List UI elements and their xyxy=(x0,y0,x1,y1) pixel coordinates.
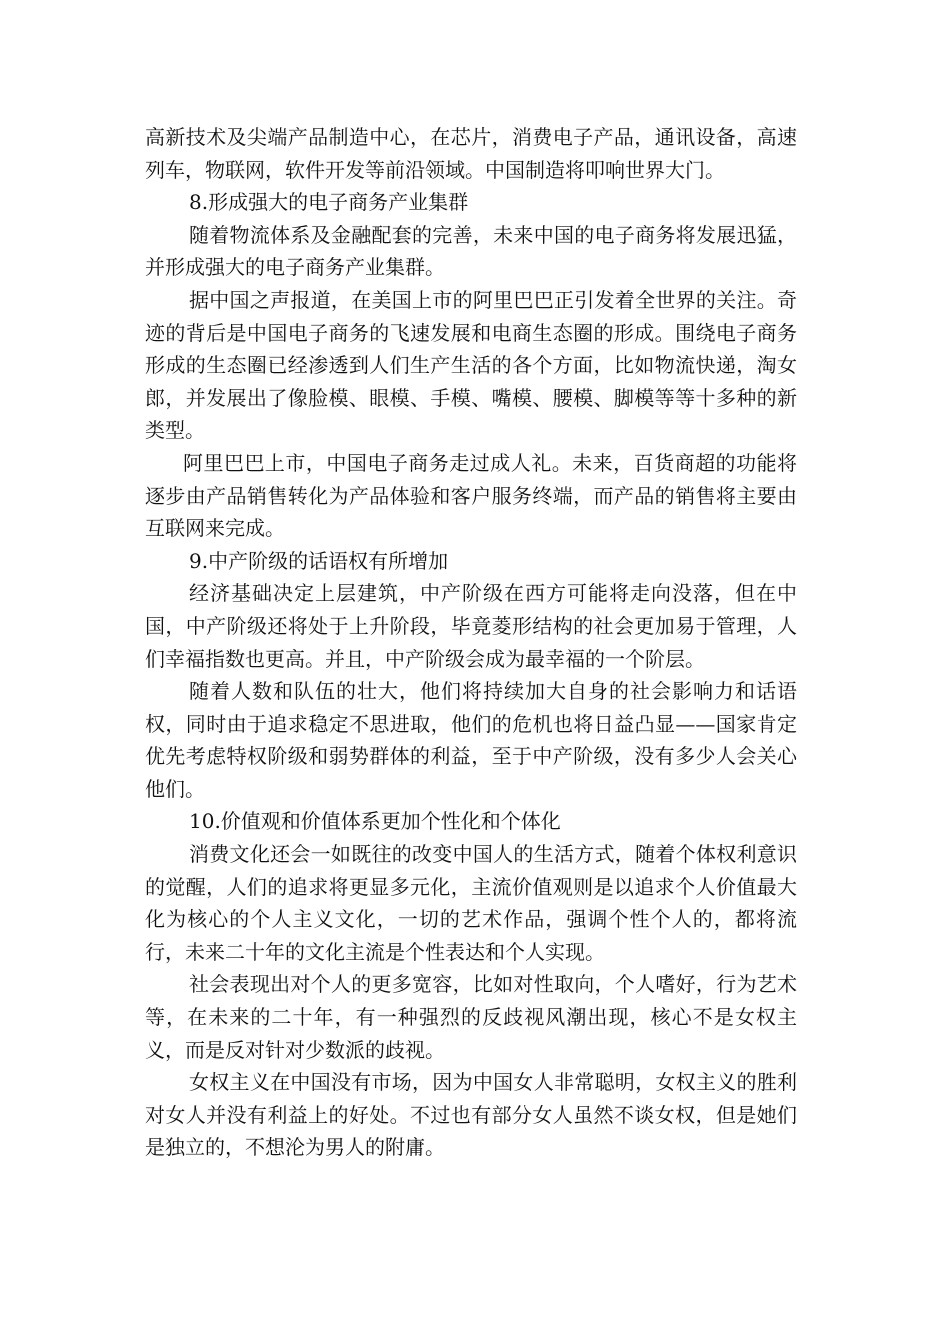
paragraph: 阿里巴巴上市，中国电子商务走过成人礼。未来，百货商超的功能将逐步由产品销售转化为产品体验和客户服务终端，而产品的销售将主要由互联网来完成。 xyxy=(145,450,797,541)
section-heading-9: 9.中产阶级的话语权有所增加 xyxy=(189,548,449,573)
paragraph-continuation: 高新技术及尖端产品制造中心，在芯片，消费电子产品，通讯设备，高速列车，物联网，软件开发等前沿领域。中国制造将叩响世界大门。 xyxy=(145,125,797,182)
paragraph: 消费文化还会一如既往的改变中国人的生活方式，随着个体权利意识的觉醒，人们的追求将更显多元化，主流价值观则是以追求个人价值最大化为核心的个人主义文化，一切的艺术作品，强调个性个人的，都将流行，未来二十年的文化主流是个性表达和个人实现。 xyxy=(145,842,797,964)
document-body xyxy=(145,121,797,1164)
section-heading-10: 10.价值观和价值体系更加个性化和个体化 xyxy=(189,809,561,834)
paragraph: 女权主义在中国没有市场，因为中国女人非常聪明，女权主义的胜利对女人并没有利益上的好处。不过也有部分女人虽然不谈女权，但是她们是独立的，不想沦为男人的附庸。 xyxy=(145,1070,797,1160)
paragraph: 据中国之声报道，在美国上市的阿里巴巴正引发着全世界的关注。奇迹的背后是中国电子商务的飞速发展和电商生态圈的形成。围绕电子商务形成的生态圈已经渗透到人们生产生活的各个方面，比如物流快递，淘女郎，并发展出了像脸模、眼模、手模、嘴模、腰模、脚模等等十多种的新类型。 xyxy=(145,287,797,443)
paragraph: 随着物流体系及金融配套的完善，未来中国的电子商务将发展迅猛，并形成强大的电子商务产业集群。 xyxy=(145,222,797,280)
section-heading-8: 8.形成强大的电子商务产业集群 xyxy=(189,190,469,215)
paragraph: 经济基础决定上层建筑，中产阶级在西方可能将走向没落，但在中国，中产阶级还将处于上升阶段，毕竟菱形结构的社会更加易于管理，人们幸福指数也更高。并且，中产阶级会成为最幸福的一个阶层。 xyxy=(145,581,797,671)
paragraph: 随着人数和队伍的壮大，他们将持续加大自身的社会影响力和话语权，同时由于追求稳定不思进取，他们的危机也将日益凸显——国家肯定优先考虑特权阶级和弱势群体的利益，至于中产阶级，没有多少人会关心他们。 xyxy=(145,679,797,801)
paragraph: 社会表现出对个人的更多宽容，比如对性取向，个人嗜好，行为艺术等，在未来的二十年，有一种强烈的反歧视风潮出现，核心不是女权主义，而是反对针对少数派的歧视。 xyxy=(145,972,797,1062)
